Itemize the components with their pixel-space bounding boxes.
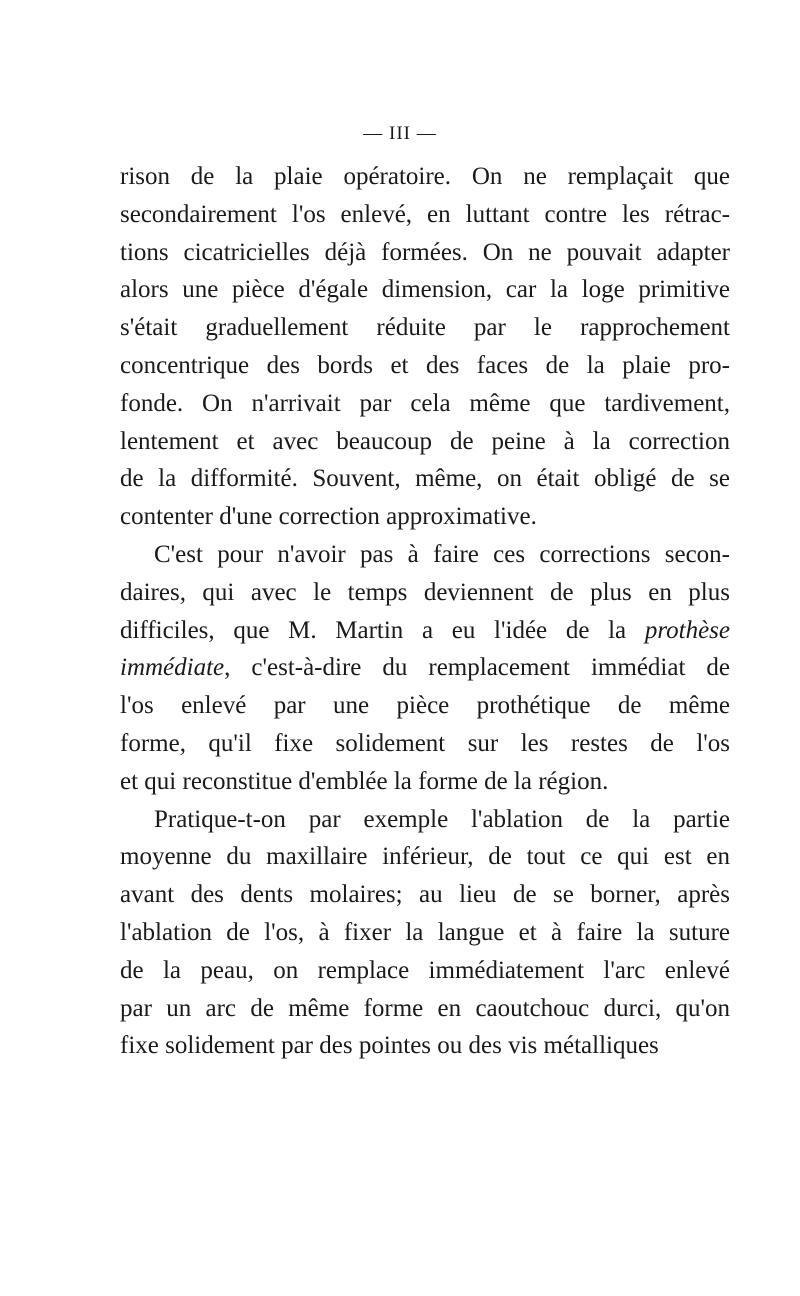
text-line: daires, qui avec le temps deviennent de plus en plus bbox=[120, 578, 730, 606]
text-line: secondairement l'os enlevé, en luttant contre les rétrac- bbox=[120, 200, 730, 228]
text-line: avant des dents molaires; au lieu de se borner, après bbox=[120, 881, 730, 909]
text-line: lentement et avec beaucoup de peine à la correction bbox=[120, 427, 730, 455]
text-line: de la difformité. Souvent, même, on était obligé de se bbox=[120, 465, 730, 493]
text-line: concentrique des bords et des faces de la plaie pro- bbox=[120, 351, 730, 379]
text-line: fixe solidement par des pointes ou des vis métalliques bbox=[120, 1032, 659, 1060]
text-line: de la peau, on remplace immédiatement l'arc enlevé bbox=[120, 956, 730, 984]
text-line: par un arc de même forme en caoutchouc durci, qu'on bbox=[120, 994, 730, 1022]
text-line: tions cicatricielles déjà formées. On ne pouvait adapter bbox=[120, 238, 730, 266]
text-line: l'os enlevé par une pièce prothétique de même bbox=[120, 692, 730, 720]
text-line: et qui reconstitue d'emblée la forme de la région. bbox=[120, 767, 609, 795]
text-fragment: difficiles, que M. Martin a eu l'idée de la bbox=[120, 616, 645, 644]
emphasis-immediate: immédiate bbox=[120, 654, 225, 682]
text-line: Pratique-t-on par exemple l'ablation de la partie bbox=[154, 805, 730, 833]
text-line bbox=[120, 649, 730, 687]
text-line: rison de la plaie opératoire. On ne remplaçait que bbox=[120, 163, 730, 190]
text-fragment: , c'est-à-dire du remplacement immédiat de bbox=[224, 654, 730, 682]
text-line: forme, qu'il fixe solidement sur les restes de l'os bbox=[120, 729, 730, 757]
text-line: s'était graduellement réduite par le rapprochement bbox=[120, 314, 730, 342]
text-line: l'ablation de l'os, à fixer la langue et à faire la suture bbox=[120, 918, 730, 946]
text-line: moyenne du maxillaire inférieur, de tout ce qui est en bbox=[120, 843, 730, 871]
page-number: — III — bbox=[363, 123, 437, 144]
text-line: alors une pièce d'égale dimension, car la loge primitive bbox=[120, 276, 730, 304]
text-line: contenter d'une correction approximative. bbox=[120, 503, 537, 531]
text-line: fonde. On n'arrivait par cela même que tardivement, bbox=[120, 389, 730, 417]
body-text bbox=[120, 158, 730, 1065]
text-line: C'est pour n'avoir pas à faire ces corrections secon- bbox=[154, 540, 730, 568]
emphasis-prothese: prothèse bbox=[644, 616, 730, 644]
text-line bbox=[120, 612, 730, 650]
